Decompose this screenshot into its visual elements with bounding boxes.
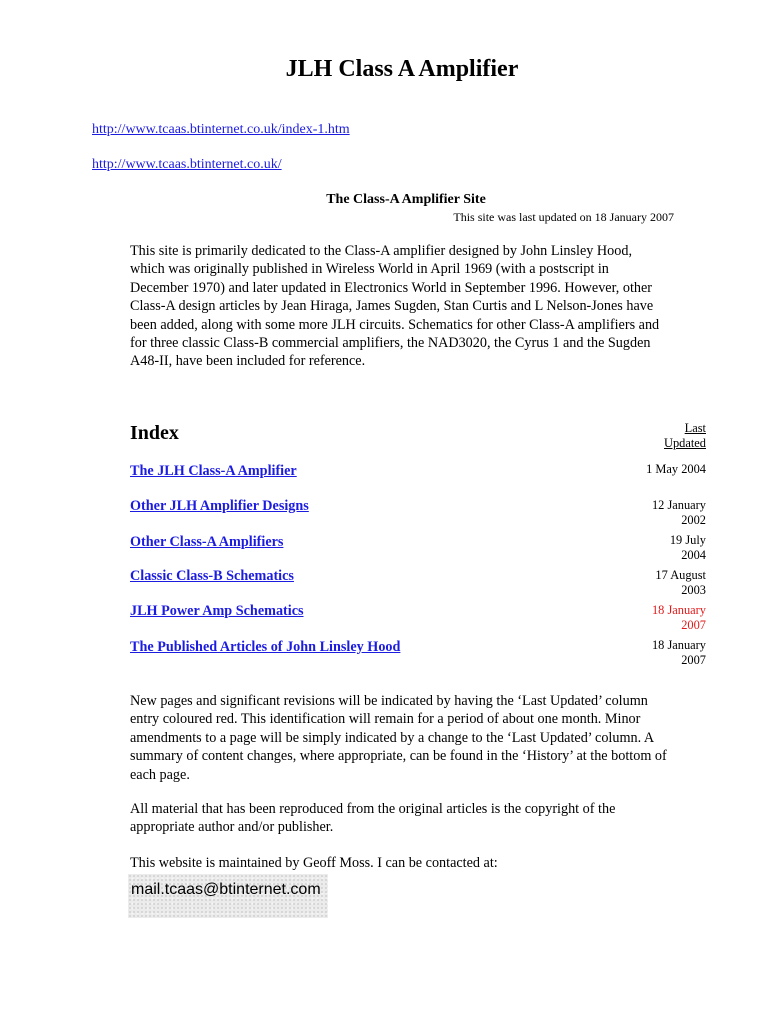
index-date-line2: 2007: [681, 653, 706, 667]
index-date-jlh-power-amp-schematics: [652, 603, 706, 633]
index-date-line1: 18 January: [651, 603, 706, 617]
email-address: mail.tcaas@btinternet.com: [131, 881, 321, 898]
index-date-line2: 2002: [681, 513, 706, 527]
index-date-line2: 2003: [681, 583, 706, 597]
index-link-other-jlh-amplifier-designs[interactable]: Other JLH Amplifier Designs: [130, 498, 309, 514]
index-link-jlh-class-a-amplifier[interactable]: The JLH Class-A Amplifier: [130, 463, 297, 479]
site-heading: The Class-A Amplifier Site: [326, 192, 486, 207]
intro-paragraph: This site is primarily dedicated to the Class-A amplifier designed by John Linsley Hood, which was originally published in Wireless World in April 1969 (with a postscript in December 1970) and later updated in Electronics World in September 1996. However, other Class-A design articles by Jean Hiraga, James Sugden, Stan Curtis and L Nelson-Jones have been added, along with some more JLH circuits. Schematics for other Class-A amplifiers and for three classic Class-B commercial amplifiers, the NAD3020, the Cyrus 1 and the Sugden A48-II, have been included for reference.: [130, 243, 660, 370]
index-link-jlh-power-amp-schematics[interactable]: JLH Power Amp Schematics: [130, 603, 304, 619]
last-updated-header-line2: Updated: [664, 436, 706, 450]
email-image: [128, 874, 328, 918]
index-link-classic-class-b-schematics[interactable]: Classic Class-B Schematics: [130, 568, 294, 584]
page-title: JLH Class A Amplifier: [285, 56, 519, 82]
index-date-line1: 17 August: [655, 568, 706, 582]
index-date-line1: 1 May 2004: [646, 462, 706, 476]
index-date-published-articles-jlh: [652, 638, 706, 668]
copyright-paragraph: All material that has been reproduced from the original articles is the copyright of the appropriate author and/or publisher.: [130, 801, 616, 836]
index-date-classic-class-b-schematics: [655, 568, 706, 598]
index-date-line2: 2004: [681, 548, 706, 562]
index-date-other-jlh-amplifier-designs: [652, 498, 706, 528]
last-updated-column-header: [664, 421, 706, 451]
index-link-other-class-a-amplifiers[interactable]: Other Class-A Amplifiers: [130, 534, 284, 550]
index-date-other-class-a-amplifiers: [670, 533, 706, 563]
url-index-page-link[interactable]: http://www.tcaas.btinternet.co.uk/index-1.htm: [92, 122, 350, 137]
index-date-line1: 19 July: [669, 533, 706, 547]
last-updated-note: This site was last updated on 18 January 2007: [453, 210, 674, 224]
index-date-line1: 12 January: [651, 498, 706, 512]
index-heading: Index: [130, 422, 179, 444]
index-link-published-articles-jlh[interactable]: The Published Articles of John Linsley Hood: [130, 639, 401, 655]
revisions-note-paragraph: New pages and significant revisions will be indicated by having the ‘Last Updated’ column entry coloured red. This identification will remain for a period of about one month. Minor amendments to a page will be simply indicated by a change to the ‘Last Updated’ column. A summary of content changes, where appropriate, can be found in the ‘History’ at the bottom of each page.: [130, 693, 667, 783]
index-date-line2: 2007: [681, 618, 706, 632]
maintainer-paragraph: This website is maintained by Geoff Moss. I can be contacted at:: [130, 855, 498, 871]
index-date-line1: 18 January: [651, 638, 706, 652]
url-home-link[interactable]: http://www.tcaas.btinternet.co.uk/: [92, 157, 282, 172]
index-date-jlh-class-a-amplifier: [646, 462, 706, 477]
last-updated-header-line1: Last: [684, 421, 706, 435]
